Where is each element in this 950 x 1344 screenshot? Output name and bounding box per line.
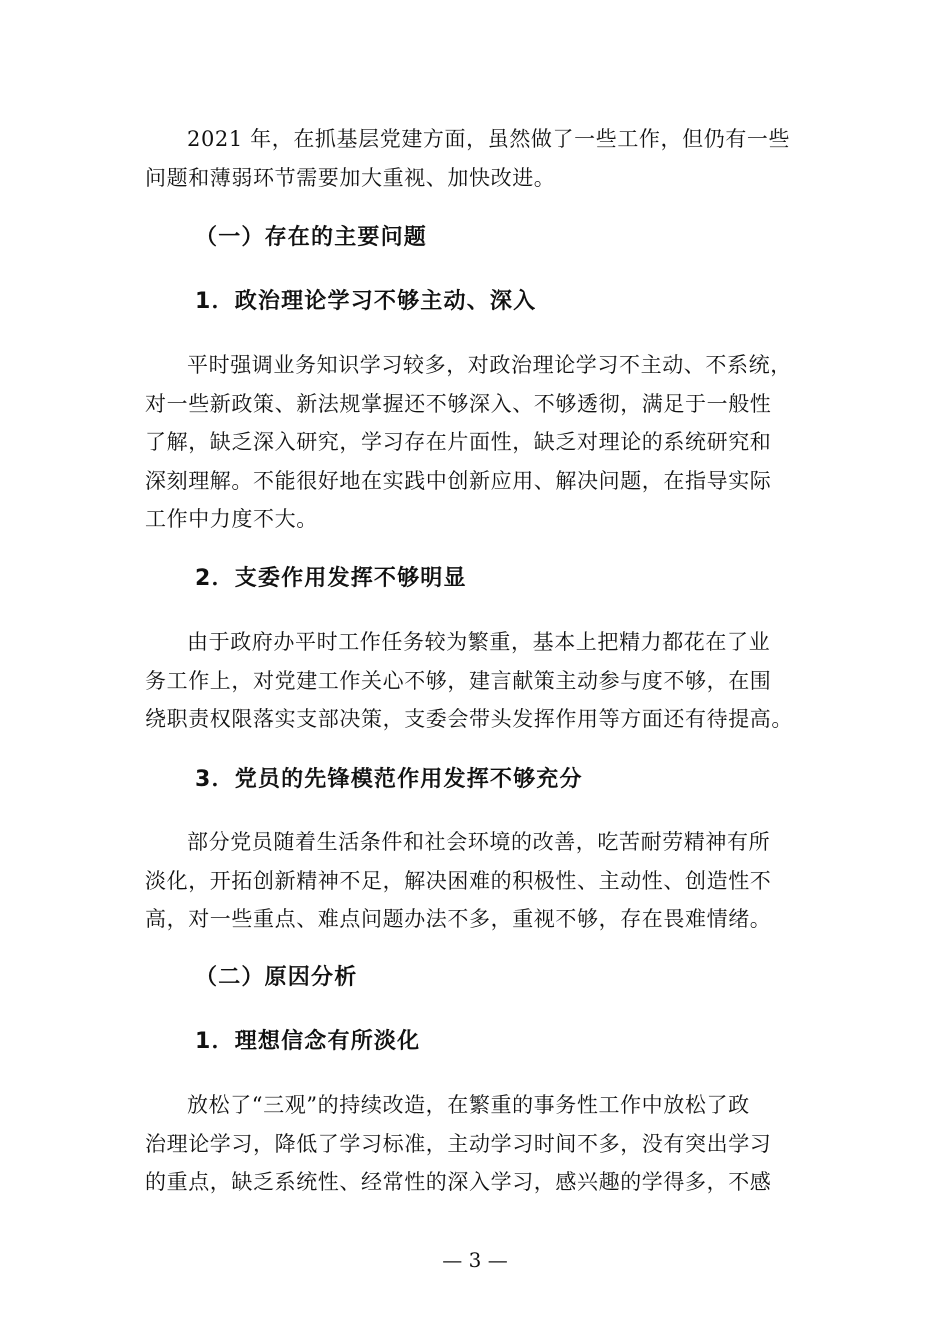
- paragraph-line: 2021 年，在抓基层党建方面，虽然做了一些工作，但仍有一些: [187, 127, 791, 151]
- body-paragraph: [145, 346, 820, 539]
- paragraph-line: 的重点，缺乏系统性、经常性的深入学习，感兴趣的学得多，不感: [145, 1170, 772, 1194]
- paragraph-line: 了解，缺乏深入研究，学习存在片面性，缺乏对理论的系统研究和: [145, 430, 772, 454]
- paragraph-line: 绕职责权限落实支部决策，支委会带头发挥作用等方面还有待提高。: [145, 707, 793, 731]
- paragraph-line: 放松了“三观”的持续改造，在繁重的事务性工作中放松了政: [187, 1093, 750, 1117]
- body-paragraph: [145, 623, 820, 739]
- subsection-heading: 1．理想信念有所淡化: [195, 1029, 421, 1054]
- section-heading: （二）原因分析: [195, 965, 358, 990]
- section-heading: （一）存在的主要问题: [195, 225, 428, 250]
- subsection-heading: 2．支委作用发挥不够明显: [195, 566, 467, 591]
- paragraph-line: 部分党员随着生活条件和社会环境的改善，吃苦耐劳精神有所: [187, 830, 771, 854]
- subsection-heading: 3．党员的先锋模范作用发挥不够充分: [195, 767, 583, 792]
- paragraph-line: 高，对一些重点、难点问题办法不多，重视不够，存在畏难情绪。: [145, 907, 772, 931]
- paragraph-line: 淡化，开拓创新精神不足，解决困难的积极性、主动性、创造性不: [145, 868, 772, 893]
- body-paragraph: [145, 1086, 820, 1202]
- paragraph-line: 由于政府办平时工作任务较为繁重，基本上把精力都花在了业: [187, 630, 771, 654]
- paragraph-line: 工作中力度不大。: [145, 507, 318, 531]
- subsection-heading: 1．政治理论学习不够主动、深入: [195, 289, 537, 314]
- intro-paragraph: [145, 120, 820, 197]
- paragraph-line: 务工作上，对党建工作关心不够，建言献策主动参与度不够，在围: [145, 668, 772, 693]
- paragraph-line: 治理论学习，降低了学习标准，主动学习时间不多，没有突出学习: [145, 1131, 772, 1156]
- paragraph-line: 对一些新政策、新法规掌握还不够深入、不够透彻，满足于一般性: [145, 391, 772, 416]
- body-paragraph: [145, 823, 820, 939]
- page-number: — 3 —: [442, 1248, 508, 1272]
- paragraph-line: 平时强调业务知识学习较多，对政治理论学习不主动、不系统，: [187, 353, 792, 377]
- paragraph-line: 深刻理解。不能很好地在实践中创新应用、解决问题，在指导实际: [145, 468, 772, 493]
- paragraph-line: 问题和薄弱环节需要加大重视、加快改进。: [145, 165, 556, 190]
